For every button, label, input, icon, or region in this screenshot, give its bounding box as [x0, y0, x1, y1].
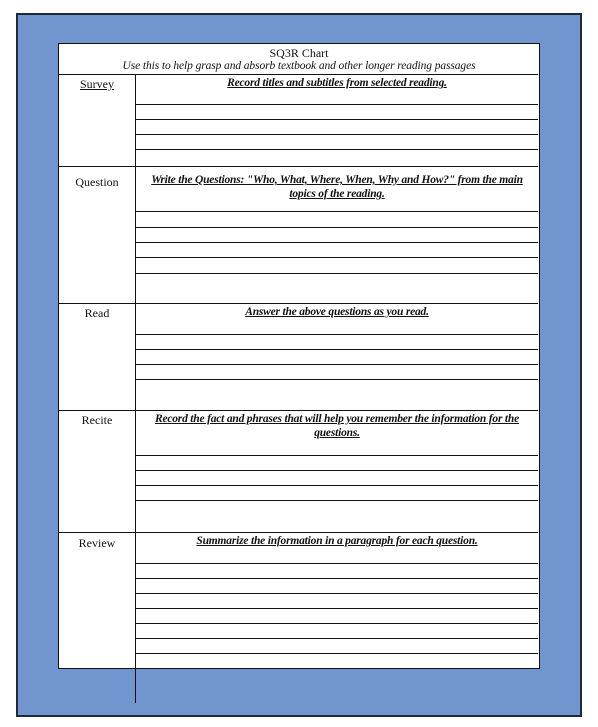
writing-line[interactable] [136, 441, 538, 456]
content-cell-review [136, 533, 538, 703]
writing-line[interactable] [136, 258, 538, 274]
writing-line[interactable] [136, 579, 538, 594]
content-cell-survey [136, 75, 538, 166]
label-cell [59, 304, 136, 410]
label-cell [59, 167, 136, 303]
section-survey [59, 74, 538, 166]
section-label-read: Read [84, 306, 110, 320]
instruction-review: Summarize the information in a paragraph for each question. [196, 535, 478, 547]
sq3r-chart-sheet [58, 43, 540, 669]
chart-title: SQ3R Chart [269, 46, 329, 60]
instruction-survey: Record titles and subtitles from selected reading. [227, 77, 447, 89]
writing-line[interactable] [136, 90, 538, 105]
writing-line[interactable] [136, 486, 538, 501]
section-label-review: Review [78, 536, 116, 550]
writing-line[interactable] [136, 471, 538, 486]
writing-line[interactable] [136, 243, 538, 258]
writing-line[interactable] [136, 624, 538, 639]
writing-line[interactable] [136, 564, 538, 579]
section-label-survey: Survey [80, 77, 114, 91]
section-read [59, 303, 538, 410]
writing-line[interactable] [136, 120, 538, 135]
chart-subtitle: Use this to help grasp and absorb textbook and other longer reading passages [122, 60, 476, 72]
label-cell [59, 533, 136, 703]
writing-line[interactable] [136, 320, 538, 335]
writing-line[interactable] [136, 549, 538, 564]
instruction-question: Write the Questions: "Who, What, Where, When, Why and How?" from the main topics of the reading. [151, 174, 523, 200]
section-review [59, 532, 538, 703]
label-cell [59, 411, 136, 532]
writing-line[interactable] [136, 212, 538, 228]
instruction-read: Answer the above questions as you read. [245, 306, 429, 318]
section-question [59, 166, 538, 303]
writing-line[interactable] [136, 654, 538, 669]
chart-grid [59, 74, 538, 703]
writing-line[interactable] [136, 456, 538, 471]
writing-line[interactable] [136, 350, 538, 365]
section-label-question: Question [75, 175, 119, 189]
writing-line[interactable] [136, 228, 538, 243]
content-cell-read [136, 304, 538, 410]
writing-line[interactable] [136, 335, 538, 350]
writing-line[interactable] [136, 365, 538, 380]
writing-line[interactable] [136, 639, 538, 654]
writing-line[interactable] [136, 609, 538, 624]
writing-line[interactable] [136, 105, 538, 120]
content-cell-recite [136, 411, 538, 532]
section-recite [59, 410, 538, 532]
instruction-recite: Record the fact and phrases that will help you remember the information for the questions. [154, 413, 520, 439]
label-cell [59, 75, 136, 166]
writing-line[interactable] [136, 135, 538, 150]
content-cell-question [136, 167, 538, 303]
section-label-recite: Recite [81, 413, 113, 427]
writing-line[interactable] [136, 594, 538, 609]
